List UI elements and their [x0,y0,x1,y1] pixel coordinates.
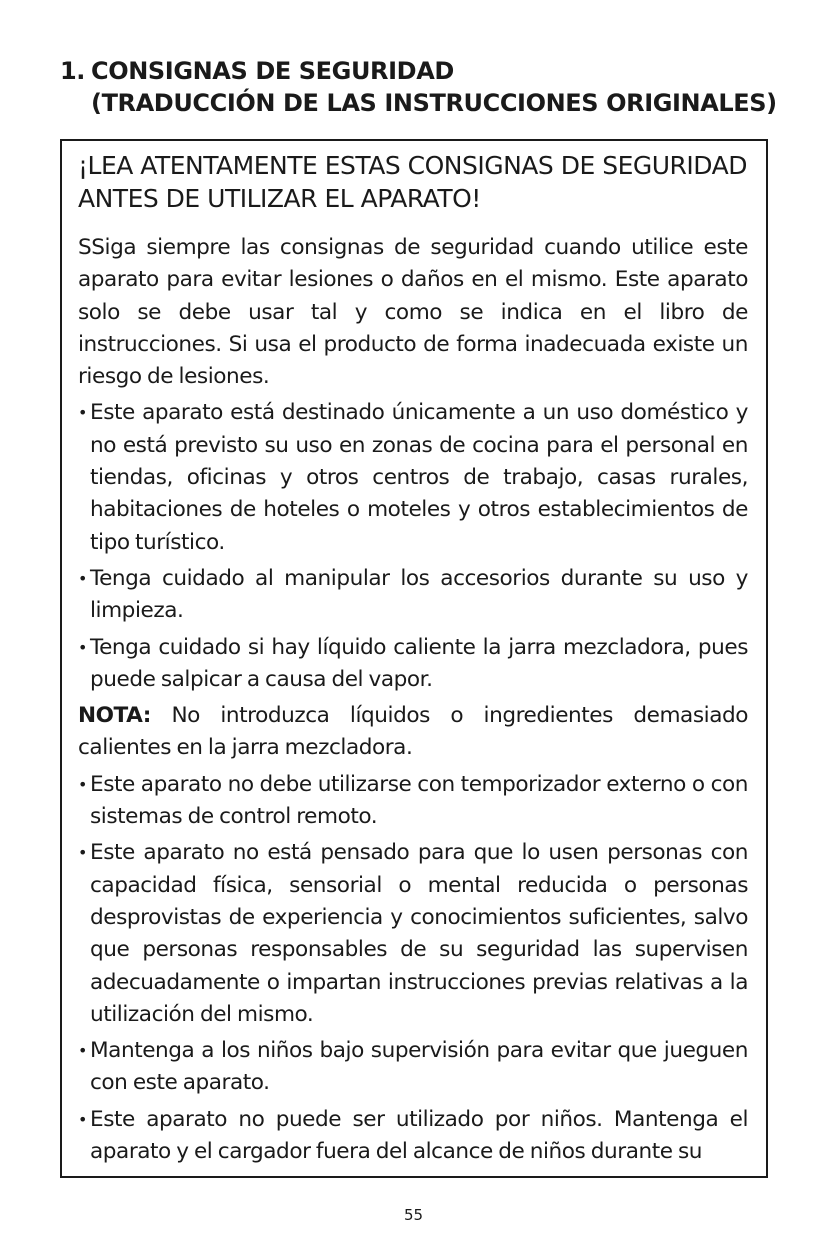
list-item [78,837,748,1031]
list-item-text: Este aparato no está pensado para que lo usen personas con capacidad física, sensorial o mental reducida o personas desprovistas de experiencia y conocimientos suficientes, salvo que personas responsables de su seguridad las supervisen adecuadamente o impartan instrucciones previas relativas a la utilización del mismo. [90,840,748,1027]
list-item-text: Este aparato no puede ser utilizado por niños. Mantenga el aparato y el cargador fuera del alcance de niños durante su [90,1106,748,1165]
list-item-text: Tenga cuidado si hay líquido caliente la jarra mezcladora, pues puede salpicar a causa del vapor. [90,634,748,692]
list-item [78,1104,748,1169]
list-item-text: Mantenga a los niños bajo supervisión para evitar que jueguen con este aparato. [90,1038,748,1096]
bullet-list-b [78,769,748,1169]
page-number: 55 [403,1206,424,1224]
warning-lead: ¡LEA ATENTAMENTE ESTAS CONSIGNAS DE SEGURIDAD ANTES DE UTILIZAR EL APARATO! [78,151,747,213]
safety-content [78,232,748,1168]
section-title: CONSIGNAS DE SEGURIDAD [91,57,454,85]
bullet-icon: • [78,403,87,423]
bullet-icon: • [78,637,87,657]
safety-box [60,139,768,1178]
bullet-icon: • [78,774,87,794]
section-heading [60,55,780,119]
note-paragraph [78,700,748,765]
section-number: 1. [60,57,86,85]
bullet-icon: • [78,568,87,588]
note-text: No introduzca líquidos o ingredientes demasiado calientes en la jarra mezcladora. [78,703,748,761]
list-item-text: Este aparato está destinado únicamente a un uso doméstico y no está previsto su uso en zonas de cocina para el personal en tiendas, oficinas y otros centros de trabajo, casas rurales, habitaciones de hoteles o moteles y otros establecimientos de tipo turístico. [90,400,748,555]
list-item [78,632,748,697]
note-label: NOTA: [78,703,151,729]
list-item [78,563,748,628]
list-item-text: Tenga cuidado al manipular los accesorios durante su uso y limpieza. [90,565,748,624]
list-item [78,397,748,558]
bullet-icon: • [78,1109,87,1129]
list-item-text: Este aparato no debe utilizarse con temporizador externo o con sistemas de control remoto. [90,771,748,830]
intro-paragraph: SSiga siempre las consignas de seguridad cuando utilice este aparato para evitar lesiones o daños en el mismo. Este aparato solo se debe usar tal y como se indica en el libro de instrucciones. Si usa el producto de forma inadecuada existe un riesgo de lesiones. [78,235,748,390]
bullet-icon: • [78,1041,87,1061]
list-item [78,1035,748,1100]
bullet-list-a [78,397,748,696]
section-subtitle: (TRADUCCIÓN DE LAS INSTRUCCIONES ORIGINALES) [91,89,777,117]
bullet-icon: • [78,843,87,863]
list-item [78,769,748,834]
